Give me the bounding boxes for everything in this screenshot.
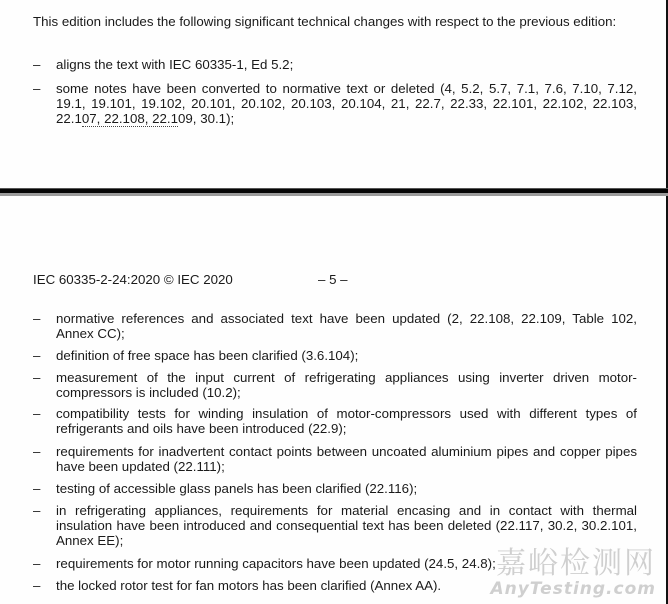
document-page-top bbox=[0, 0, 668, 188]
bullet-dash: – bbox=[33, 481, 41, 496]
dotted-underline-segment: 07, 22.108, 22.1 bbox=[81, 111, 179, 127]
bullet-dash: – bbox=[33, 406, 41, 421]
list-item-text: in refrigerating appliances, requirements for material encasing and in contact with thermal insulation have been introduced and consequential text has been deleted (22.117, 30.2, 30.2.101, Annex EE); bbox=[56, 503, 637, 549]
bullet-dash: – bbox=[33, 556, 41, 571]
text-segment: some notes have been converted to normative text or deleted (4, 5.2, 5.7, 7.1, 7.6, 7.10, 7.12, 19.1, 19.101, 19.102, 20.101, 20.102, 20.103, 20.104, 21, 22.7, 22.33, 22.101, 22.102, 22.103, 22.1 bbox=[56, 81, 637, 127]
watermark bbox=[490, 548, 656, 598]
bullet-dash: – bbox=[33, 444, 41, 459]
list-item bbox=[33, 503, 637, 549]
bullet-dash: – bbox=[33, 370, 41, 385]
list-item bbox=[33, 370, 637, 400]
list-item-text: aligns the text with IEC 60335-1, Ed 5.2; bbox=[56, 57, 294, 72]
list-item-text: definition of free space has been clarified (3.6.104); bbox=[56, 348, 359, 363]
intro-paragraph: This edition includes the following significant technical changes with respect to the previous edition: bbox=[33, 14, 617, 29]
page-number: – 5 – bbox=[318, 272, 348, 287]
bullet-dash: – bbox=[33, 311, 41, 326]
list-item-text: measurement of the input current of refrigerating appliances using inverter driven motor-compressors is included (10.2); bbox=[56, 370, 637, 401]
list-item-text: testing of accessible glass panels has been clarified (22.116); bbox=[56, 481, 418, 496]
list-item bbox=[33, 481, 637, 496]
bullet-dash: – bbox=[33, 503, 41, 518]
list-item-text: the locked rotor test for fan motors has been clarified (Annex AA). bbox=[56, 578, 442, 593]
bullet-dash: – bbox=[33, 81, 41, 96]
list-item bbox=[33, 57, 637, 72]
list-item bbox=[33, 311, 637, 341]
bullet-dash: – bbox=[33, 57, 41, 72]
bullet-dash: – bbox=[33, 578, 41, 593]
page-header: IEC 60335-2-24:2020 © IEC 2020 bbox=[33, 272, 233, 287]
list-item-text: requirements for motor running capacitors have been updated (24.5, 24.8); bbox=[56, 556, 496, 571]
page-separator bbox=[0, 188, 668, 196]
list-item bbox=[33, 444, 637, 474]
list-item-text: compatibility tests for winding insulation of motor-compressors used with different types of refrigerants and oils have been introduced (22.9); bbox=[56, 406, 637, 437]
list-item bbox=[33, 406, 637, 436]
list-item bbox=[33, 348, 637, 363]
watermark-english: AnyTesting.com bbox=[490, 579, 656, 599]
list-item-text: requirements for inadvertent contact points between uncoated aluminium pipes and copper pipes have been updated (22.111); bbox=[56, 444, 637, 475]
list-item-text bbox=[56, 81, 637, 127]
text-segment: 09, 30.1); bbox=[178, 111, 235, 127]
list-item-text: normative references and associated text have been updated (2, 22.108, 22.109, Table 102, Annex CC); bbox=[56, 311, 637, 342]
watermark-chinese: 嘉峪检测网 bbox=[496, 546, 656, 581]
bullet-dash: – bbox=[33, 348, 41, 363]
list-item bbox=[33, 81, 637, 127]
